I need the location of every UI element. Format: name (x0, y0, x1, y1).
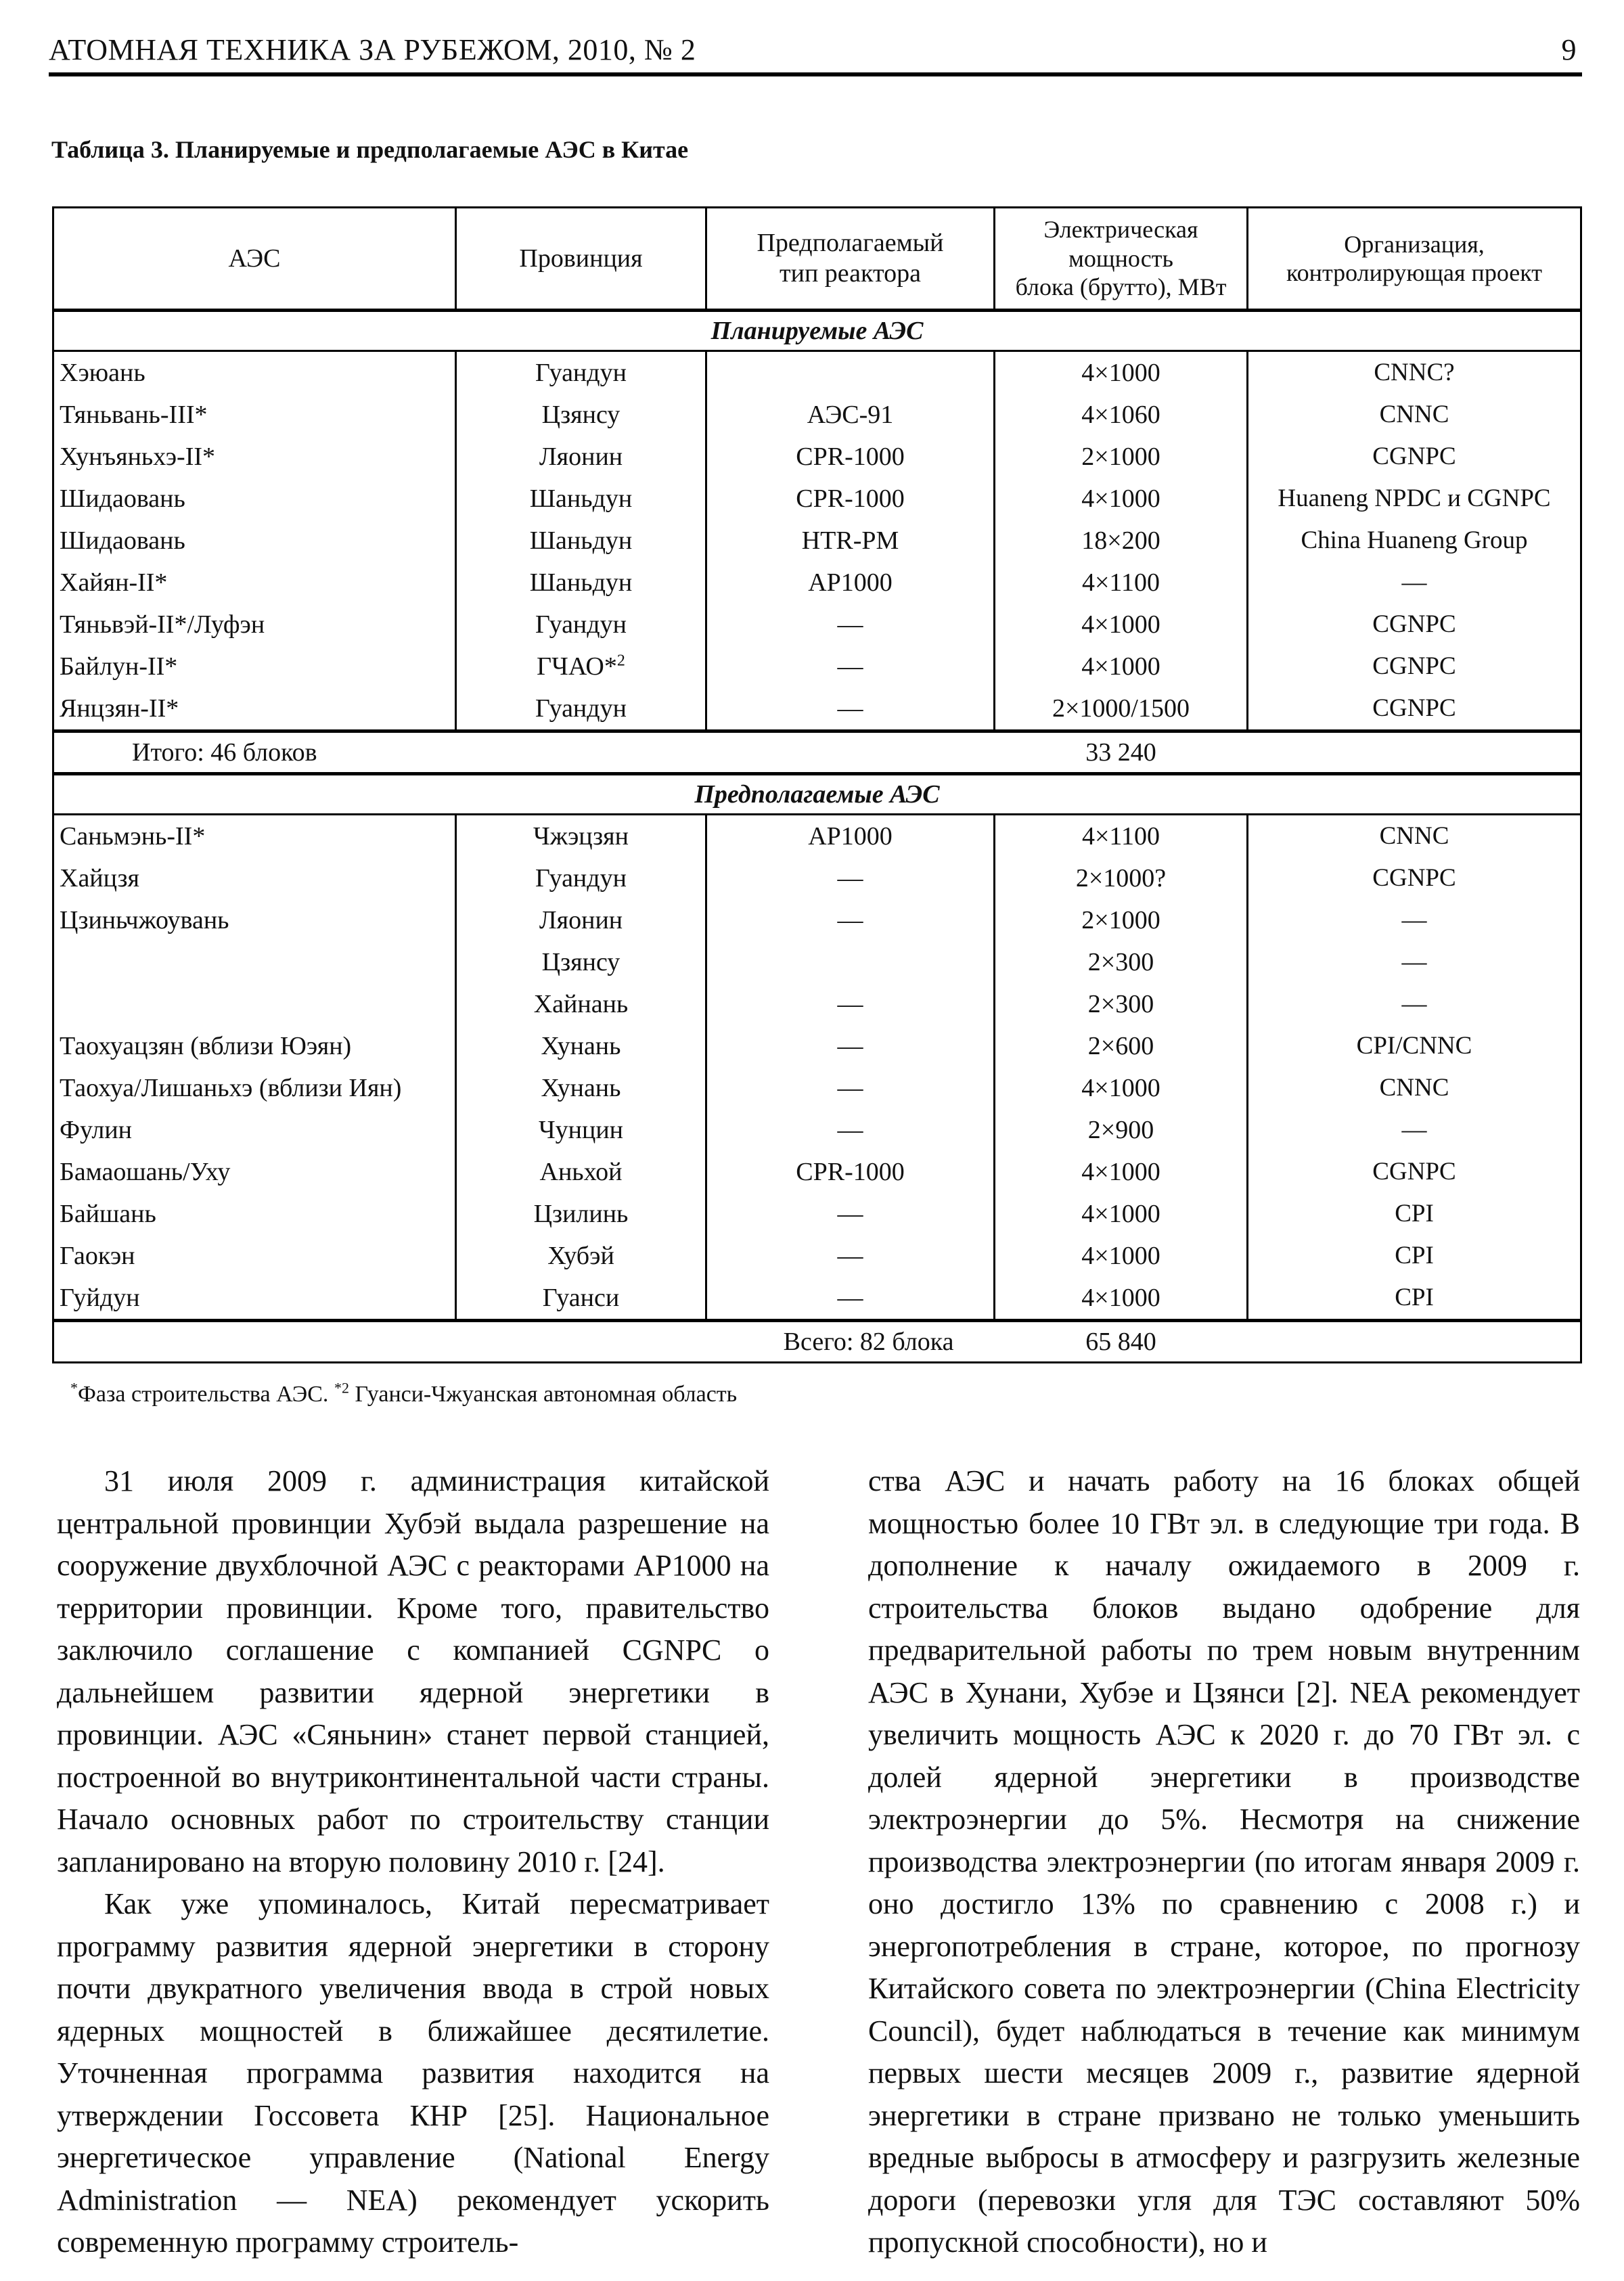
header-line: блока (брутто), МВт (1015, 273, 1227, 301)
cell-reactor-type-text: — (837, 1200, 863, 1228)
cell-aes-text: Таохуа/Лишаньхэ (вблизи Иян) (60, 1074, 402, 1102)
section-title: Планируемые АЭС (53, 311, 1581, 351)
cell-power-text: 18×200 (1081, 526, 1160, 555)
total-empty (1248, 731, 1581, 774)
total-row (53, 731, 1581, 774)
cell-province-text: Цзилинь (533, 1200, 629, 1228)
cell-power-text: 4×1000 (1081, 1200, 1160, 1228)
cell-reactor-type-text: АЭС-91 (807, 401, 894, 429)
header-rule (49, 72, 1582, 76)
table-row (53, 941, 1581, 983)
cell-aes-text: Хунъяньхэ-II* (60, 443, 216, 471)
table-row (53, 857, 1581, 899)
body-column-right (868, 1460, 1580, 2264)
cell-aes (53, 899, 456, 941)
cell-organization (1248, 687, 1581, 731)
header-line: мощность (1068, 244, 1173, 272)
cell-organization-text: CPI (1395, 1242, 1434, 1269)
cell-power (995, 687, 1248, 731)
cell-organization-text: CGNPC (1372, 694, 1456, 722)
cell-power (995, 604, 1248, 646)
footnote-text: Гуанси-Чжуанская автономная область (348, 1382, 738, 1407)
cell-reactor-type-text: HTR-PM (801, 526, 899, 555)
total-label: Итого: 46 блоков (53, 731, 995, 774)
cell-power (995, 941, 1248, 983)
header-province: Провинция (456, 208, 706, 311)
running-head (49, 32, 1579, 73)
cell-power (995, 857, 1248, 899)
table-row (53, 687, 1581, 731)
cell-organization-text: CGNPC (1372, 652, 1456, 680)
cell-power (995, 1235, 1248, 1277)
cell-reactor-type-text: — (837, 610, 863, 639)
cell-reactor-type (706, 562, 995, 604)
cell-province-text: Хубэй (547, 1242, 614, 1270)
cell-reactor-type-text: CPR-1000 (796, 1158, 905, 1186)
cell-province (456, 983, 706, 1025)
cell-power (995, 1109, 1248, 1151)
cell-power (995, 899, 1248, 941)
header-organization (1248, 208, 1581, 311)
cell-reactor-type (706, 436, 995, 478)
header-line: Предполагаемый (757, 229, 944, 258)
cell-province-text: Аньхой (539, 1158, 623, 1186)
cell-aes (53, 687, 456, 731)
cell-reactor-type-text: — (837, 1074, 863, 1102)
table-footnote (70, 1379, 738, 1407)
table-row (53, 478, 1581, 520)
cell-power-text: 2×1000 (1081, 443, 1160, 471)
cell-reactor-type (706, 520, 995, 562)
cell-aes (53, 646, 456, 687)
cell-reactor-type-text: — (837, 1116, 863, 1144)
cell-province-text: Шаньдун (529, 568, 633, 597)
cell-organization-text: CGNPC (1372, 1158, 1456, 1185)
cell-aes (53, 562, 456, 604)
cell-province-text: Хайнань (533, 990, 629, 1018)
page-number: 9 (1561, 33, 1577, 66)
cell-power (995, 1067, 1248, 1109)
cell-organization (1248, 1067, 1581, 1109)
table-row (53, 520, 1581, 562)
cell-aes (53, 1025, 456, 1067)
cell-power-text: 4×1100 (1081, 568, 1160, 597)
table-row (53, 604, 1581, 646)
cell-reactor-type-text: — (837, 652, 863, 681)
cell-province (456, 394, 706, 436)
cell-organization (1248, 1109, 1581, 1151)
cell-organization (1248, 857, 1581, 899)
cell-reactor-type-text: — (837, 694, 863, 723)
cell-province (456, 646, 706, 687)
section-header-row (53, 774, 1581, 815)
cell-province (456, 899, 706, 941)
cell-organization (1248, 941, 1581, 983)
cell-organization (1248, 351, 1581, 394)
table-row (53, 983, 1581, 1025)
cell-reactor-type (706, 983, 995, 1025)
nuclear-plants-table (52, 206, 1582, 1363)
cell-organization (1248, 1235, 1581, 1277)
cell-reactor-type-text: — (837, 1032, 863, 1060)
cell-province (456, 562, 706, 604)
paragraph: ства АЭС и начать работу на 16 блоках общей мощностью более 10 ГВт эл. в следующие три года. В дополнение к началу ожидаемого в 2009 г. строительства блоков выдано одобрение для предварительной работы по трем новым внутренним АЭС в Хунани, Хубэе и Цзянси [2]. NEA рекомендует увеличить мощность АЭС к 2020 г. до 70 ГВт эл. с долей ядерной энергетики в производстве электроэнергии до 5%. Несмотря на снижение производства электроэнергии (по итогам января 2009 г. оно достигло 13% по сравнению с 2008 г.) и энергопотребления в стране, которое, по прогнозу Китайского совета по электроэнергии (China Electricity Council), будет наблюдаться в течение как минимум первых шести месяцев 2009 г., развитие ядерной энергетики в стране призвано не только уменьшить вредные выбросы в атмосферу и разгрузить железные дороги (перевозки угля для ТЭС составляют 50% пропускной способности), но и (868, 1464, 1580, 2259)
cell-power (995, 436, 1248, 478)
cell-aes-text: Тяньвань-III* (60, 401, 208, 429)
body-column-left (57, 1460, 769, 2264)
cell-aes (53, 941, 456, 983)
cell-aes (53, 815, 456, 858)
cell-reactor-type-text: — (837, 1284, 863, 1312)
cell-organization (1248, 899, 1581, 941)
cell-aes-text: Байлун-II* (60, 652, 178, 681)
cell-power-text: 4×1000 (1081, 1158, 1160, 1186)
cell-reactor-type (706, 1235, 995, 1277)
paragraph: Как уже упоминалось, Китай пересматривает программу развития ядерной энергетики в сторону почти двукратного увеличения ввода в строй новых ядерных мощностей в ближайшее десятилетие. Уточненная программа развития находится на утверждении Госсовета КНР [25]. Национальное энергетическое управление (National Energy Administration — NEA) рекомендует ускорить современную программу строитель- (57, 1887, 769, 2259)
cell-aes-text: Гаокэн (60, 1242, 135, 1270)
cell-power-text: 4×1000 (1081, 652, 1160, 681)
cell-province-text: ГЧАО* (537, 652, 617, 681)
cell-reactor-type (706, 1067, 995, 1109)
header-line: контролирующая проект (1286, 259, 1542, 286)
cell-province (456, 687, 706, 731)
paragraph: 31 июля 2009 г. администрация китайской центральной провинции Хубэй выдала разрешение на сооружение двухблочной АЭС с реакторами AP1000 на территории провинции. Кроме того, правительство заключило соглашение с компанией CGNPC о дальнейшем развитии ядерной энергетики в провинции. АЭС «Сяньнин» станет первой станцией, построенной во внутриконтинентальной части страны. Начало основных работ по строительству станции запланировано на вторую половину 2010 г. [24]. (57, 1464, 769, 1878)
cell-province (456, 1235, 706, 1277)
cell-organization (1248, 436, 1581, 478)
cell-province-text: Хунань (541, 1032, 621, 1060)
cell-power-text: 4×1000 (1081, 1074, 1160, 1102)
cell-power (995, 1151, 1248, 1193)
cell-province-text: Хунань (541, 1074, 621, 1102)
cell-province (456, 941, 706, 983)
cell-organization (1248, 646, 1581, 687)
header-power (995, 208, 1248, 311)
cell-organization (1248, 394, 1581, 436)
total-row (53, 1321, 1581, 1363)
cell-province-text: Ляонин (539, 906, 623, 934)
cell-power (995, 646, 1248, 687)
cell-aes (53, 351, 456, 394)
cell-aes (53, 1109, 456, 1151)
cell-province (456, 1025, 706, 1067)
cell-power-text: 2×1000? (1075, 864, 1167, 893)
cell-power-text: 2×300 (1087, 990, 1154, 1018)
cell-aes-text: Хайян-II* (60, 568, 168, 597)
cell-reactor-type-text: AP1000 (808, 568, 893, 597)
cell-province-text: Цзянсу (541, 948, 621, 976)
cell-power-text: 2×1000 (1081, 906, 1160, 934)
table-row (53, 1109, 1581, 1151)
cell-reactor-type-text: CPR-1000 (796, 443, 905, 471)
cell-aes-text: Таохуацзян (вблизи Юэян) (60, 1032, 352, 1060)
cell-reactor-type (706, 1151, 995, 1193)
cell-organization-text: — (1401, 990, 1427, 1018)
cell-aes-text: Хайцзя (60, 864, 139, 893)
cell-aes (53, 604, 456, 646)
cell-aes (53, 857, 456, 899)
cell-organization-text: CGNPC (1372, 864, 1456, 892)
cell-organization (1248, 520, 1581, 562)
cell-aes (53, 436, 456, 478)
cell-province (456, 478, 706, 520)
cell-power (995, 1025, 1248, 1067)
cell-power (995, 520, 1248, 562)
cell-province (456, 351, 706, 394)
cell-organization-text: CNNC? (1374, 359, 1455, 386)
cell-power-text: 4×1000 (1081, 610, 1160, 639)
cell-organization (1248, 562, 1581, 604)
cell-province (456, 1067, 706, 1109)
cell-organization-text: CPI/CNNC (1356, 1032, 1472, 1060)
total-empty (1248, 1321, 1581, 1363)
table-row (53, 1151, 1581, 1193)
cell-province (456, 520, 706, 562)
cell-reactor-type (706, 1025, 995, 1067)
cell-power-text: 2×900 (1087, 1116, 1154, 1144)
cell-reactor-type (706, 1193, 995, 1235)
header-line: Организация, (1344, 230, 1485, 258)
cell-organization-text: CPI (1395, 1200, 1434, 1227)
cell-aes (53, 1067, 456, 1109)
cell-reactor-type (706, 394, 995, 436)
cell-province-text: Цзянсу (541, 401, 621, 429)
cell-province (456, 436, 706, 478)
cell-power-text: 2×1000/1500 (1052, 694, 1190, 723)
cell-power-text: 4×1000 (1081, 359, 1160, 387)
cell-organization-text: CNNC (1379, 822, 1449, 850)
cell-province-text: Ляонин (539, 443, 623, 471)
cell-aes (53, 1235, 456, 1277)
cell-reactor-type (706, 941, 995, 983)
cell-province (456, 604, 706, 646)
cell-province-text: Гуандун (535, 610, 627, 639)
cell-power (995, 562, 1248, 604)
cell-power-text: 4×1000 (1081, 1242, 1160, 1270)
cell-province-text: Чунцин (538, 1116, 624, 1144)
total-value: 65 840 (995, 1321, 1248, 1363)
cell-reactor-type-text: — (837, 864, 863, 893)
cell-aes (53, 520, 456, 562)
cell-power (995, 1277, 1248, 1321)
cell-organization (1248, 1193, 1581, 1235)
cell-organization-text: Huaneng NPDC и CGNPC (1278, 484, 1551, 512)
cell-province-text: Чжэцзян (533, 822, 629, 851)
table-row (53, 1277, 1581, 1321)
cell-aes-text: Хэюань (60, 359, 145, 387)
header-line: Электрическая (1043, 216, 1198, 244)
cell-power-text: 4×1060 (1081, 401, 1160, 429)
cell-power-text: 2×300 (1087, 948, 1154, 976)
cell-organization (1248, 983, 1581, 1025)
cell-aes-text: Бамаошань/Уху (60, 1158, 231, 1186)
cell-reactor-type-text: AP1000 (808, 822, 893, 851)
cell-province-text: Шаньдун (529, 526, 633, 555)
cell-power (995, 1193, 1248, 1235)
cell-province-text: Гуанси (542, 1284, 620, 1312)
cell-organization (1248, 1025, 1581, 1067)
total-value: 33 240 (995, 731, 1248, 774)
table-body (53, 311, 1581, 1363)
cell-aes-text: Байшань (60, 1200, 156, 1228)
table-row (53, 436, 1581, 478)
table-row (53, 351, 1581, 394)
cell-reactor-type-text: CPR-1000 (796, 484, 905, 513)
cell-aes-text: Цзиньчжоувань (60, 906, 229, 934)
cell-organization-text: China Huaneng Group (1301, 526, 1528, 554)
cell-province (456, 815, 706, 858)
cell-aes-text: Тяньвэй-II*/Луфэн (60, 610, 265, 639)
cell-province-text: Гуандун (535, 694, 627, 723)
cell-province-text: Шаньдун (529, 484, 633, 513)
cell-reactor-type (706, 1109, 995, 1151)
cell-reactor-type-text: — (837, 1242, 863, 1270)
cell-power (995, 351, 1248, 394)
cell-organization-text: CNNC (1379, 401, 1449, 428)
cell-organization-text: CPI (1395, 1284, 1434, 1311)
cell-reactor-type (706, 815, 995, 858)
table-row (53, 1193, 1581, 1235)
cell-organization (1248, 815, 1581, 858)
footnote-ref: 2 (616, 652, 625, 670)
cell-organization (1248, 1151, 1581, 1193)
footnote-mark: * (70, 1379, 78, 1397)
cell-organization-text: CGNPC (1372, 443, 1456, 470)
cell-aes-text: Гуйдун (60, 1284, 140, 1312)
cell-power (995, 983, 1248, 1025)
cell-reactor-type-text: — (837, 990, 863, 1018)
cell-aes (53, 1193, 456, 1235)
cell-reactor-type (706, 857, 995, 899)
table-header-row (53, 208, 1581, 311)
total-label: Всего: 82 блока (53, 1321, 995, 1363)
cell-organization-text: CNNC (1379, 1074, 1449, 1102)
cell-aes (53, 478, 456, 520)
header-line: тип реактора (780, 259, 921, 288)
cell-aes-text: Фулин (60, 1116, 132, 1144)
header-reactor-type (706, 208, 995, 311)
cell-province (456, 1277, 706, 1321)
cell-organization (1248, 1277, 1581, 1321)
table-caption: Таблица 3. Планируемые и предполагаемые АЭС в Китае (51, 136, 689, 163)
table-row (53, 562, 1581, 604)
cell-power (995, 478, 1248, 520)
cell-power (995, 815, 1248, 858)
section-title: Предполагаемые АЭС (53, 774, 1581, 815)
cell-reactor-type-text: — (837, 906, 863, 934)
cell-aes (53, 394, 456, 436)
cell-province (456, 1151, 706, 1193)
cell-organization (1248, 604, 1581, 646)
cell-aes-text: Шидаовань (60, 526, 185, 555)
cell-aes-text: Саньмэнь-II* (60, 822, 206, 851)
cell-province (456, 1193, 706, 1235)
cell-aes (53, 983, 456, 1025)
table-row (53, 815, 1581, 858)
cell-organization-text: CGNPC (1372, 610, 1456, 638)
cell-organization-text: — (1401, 1116, 1427, 1144)
cell-province (456, 857, 706, 899)
cell-reactor-type (706, 899, 995, 941)
table-row (53, 646, 1581, 687)
cell-aes (53, 1277, 456, 1321)
table-row (53, 394, 1581, 436)
cell-reactor-type (706, 687, 995, 731)
cell-power-text: 2×600 (1087, 1032, 1154, 1060)
cell-reactor-type (706, 646, 995, 687)
cell-province-text: Гуандун (535, 359, 627, 387)
table-row (53, 899, 1581, 941)
table-row (53, 1025, 1581, 1067)
cell-province (456, 1109, 706, 1151)
cell-reactor-type (706, 1277, 995, 1321)
cell-province-text: Гуандун (535, 864, 627, 893)
cell-organization-text: — (1401, 906, 1427, 934)
cell-reactor-type (706, 478, 995, 520)
cell-power-text: 4×1100 (1081, 822, 1160, 851)
cell-power (995, 394, 1248, 436)
table-row (53, 1067, 1581, 1109)
cell-power-text: 4×1000 (1081, 1284, 1160, 1312)
cell-aes-text: Янцзян-II* (60, 694, 179, 723)
footnote-text: Фаза строительства АЭС. (78, 1382, 334, 1407)
cell-aes (53, 1151, 456, 1193)
section-header-row (53, 311, 1581, 351)
cell-reactor-type (706, 351, 995, 394)
cell-organization-text: — (1401, 568, 1427, 596)
cell-aes-text: Шидаовань (60, 484, 185, 513)
cell-power-text: 4×1000 (1081, 484, 1160, 513)
cell-reactor-type (706, 604, 995, 646)
journal-title: АТОМНАЯ ТЕХНИКА ЗА РУБЕЖОМ, 2010, № 2 (49, 33, 696, 66)
header-aes: АЭС (53, 208, 456, 311)
cell-organization-text: — (1401, 948, 1427, 976)
table-row (53, 1235, 1581, 1277)
cell-organization (1248, 478, 1581, 520)
footnote-mark: *2 (334, 1379, 349, 1397)
